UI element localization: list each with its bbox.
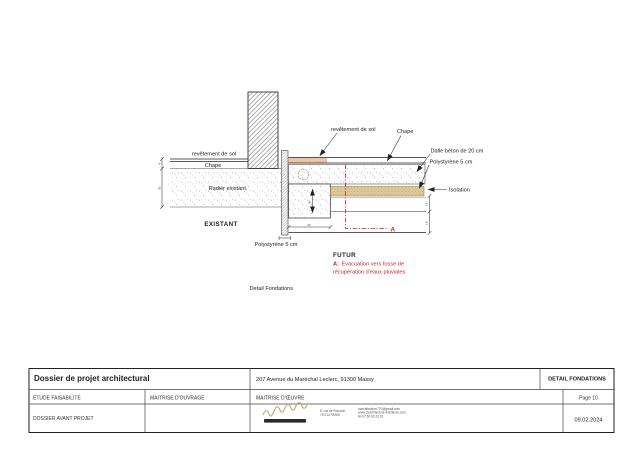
futur-revetement-leader <box>320 133 337 156</box>
futur-zone-label: FUTUR <box>333 252 356 259</box>
futur-chape-band <box>289 158 328 164</box>
architect-logo <box>263 403 307 423</box>
architect-email: clarchitecture770@gmail.com <box>358 407 401 411</box>
radier-label: Radier existant. <box>208 186 248 192</box>
architect-signature-squiggle <box>263 403 307 416</box>
isolation-label: Isolation <box>449 187 470 194</box>
wall-polystyrene-strip <box>282 151 289 236</box>
issue-date: 09.02.2024 <box>574 417 603 424</box>
architect-logo-bar <box>264 419 306 423</box>
col-oeuvre-label: MAITRISE D'ŒUVRE <box>256 395 305 402</box>
note-line2: récupération d'eaux pluviales <box>333 269 406 276</box>
col-etude-label: ÉTUDE FAISABILITÉ <box>33 395 81 402</box>
drawing-caption: Detail Fondations <box>249 286 294 292</box>
dim-right-2-value: 15 <box>424 221 429 225</box>
left-dimension <box>158 157 164 209</box>
existant-chape-label: Chape <box>204 163 222 169</box>
dalle-label: Dalle béton de 20 cm <box>430 148 484 155</box>
architect-phone: tel 07 60 63 22 01 <box>358 414 384 419</box>
existant-revetement-label: revêtement de sol <box>191 151 237 158</box>
project-address: 207 Avenue du Maréchal Leclerc, 91300 Massy <box>256 377 374 383</box>
note-prefix: A: <box>333 261 339 268</box>
title-block <box>29 369 614 433</box>
page-number: Page 10 <box>579 395 598 402</box>
sheet-title: DETAIL FONDATIONS <box>548 376 606 383</box>
futur-section <box>255 127 484 276</box>
right-dimension <box>425 194 432 235</box>
dim-radier-value: 30 <box>157 186 162 190</box>
architect-contact <box>320 407 406 418</box>
futur-chape-leader <box>388 136 402 161</box>
dim-block-h-value: 40 <box>307 222 311 227</box>
project-title: Dossier de projet architectural <box>34 374 150 383</box>
existing-wall <box>248 92 278 169</box>
architect-address-line2: 75 014 PARIS <box>320 413 340 417</box>
note-line1: Evacuation vers fosse de <box>341 261 404 268</box>
dalle-beton-slab <box>289 165 426 185</box>
phase-label: DOSSIER AVANT PROJET <box>33 416 94 422</box>
architect-address-line1: 8, rue de Ronsole <box>320 409 346 413</box>
existant-zone-label: EXISTANT <box>204 221 238 228</box>
evacuation-marker-a: A <box>390 226 395 234</box>
architect-website: www.clarchitecture-interieure.com <box>358 410 406 415</box>
dim-right-1-value: 15 <box>424 202 429 206</box>
polystyrene-label: Polystyrène 5 cm <box>429 159 473 166</box>
dim-chape-value: 8 <box>157 162 162 165</box>
futur-chape-label: Chape <box>397 129 414 135</box>
polystyrene-layer <box>331 187 425 197</box>
futur-revetement-label: revêtement de sol <box>331 127 376 133</box>
strip-dimension <box>279 236 291 240</box>
dim-block-v-value: 30 <box>307 200 312 204</box>
polystyrene-bottom-label: Polystyrène 5 cm <box>254 242 298 248</box>
col-ouvrage-label: MAITRISE D'OUVRAGE <box>150 395 205 402</box>
